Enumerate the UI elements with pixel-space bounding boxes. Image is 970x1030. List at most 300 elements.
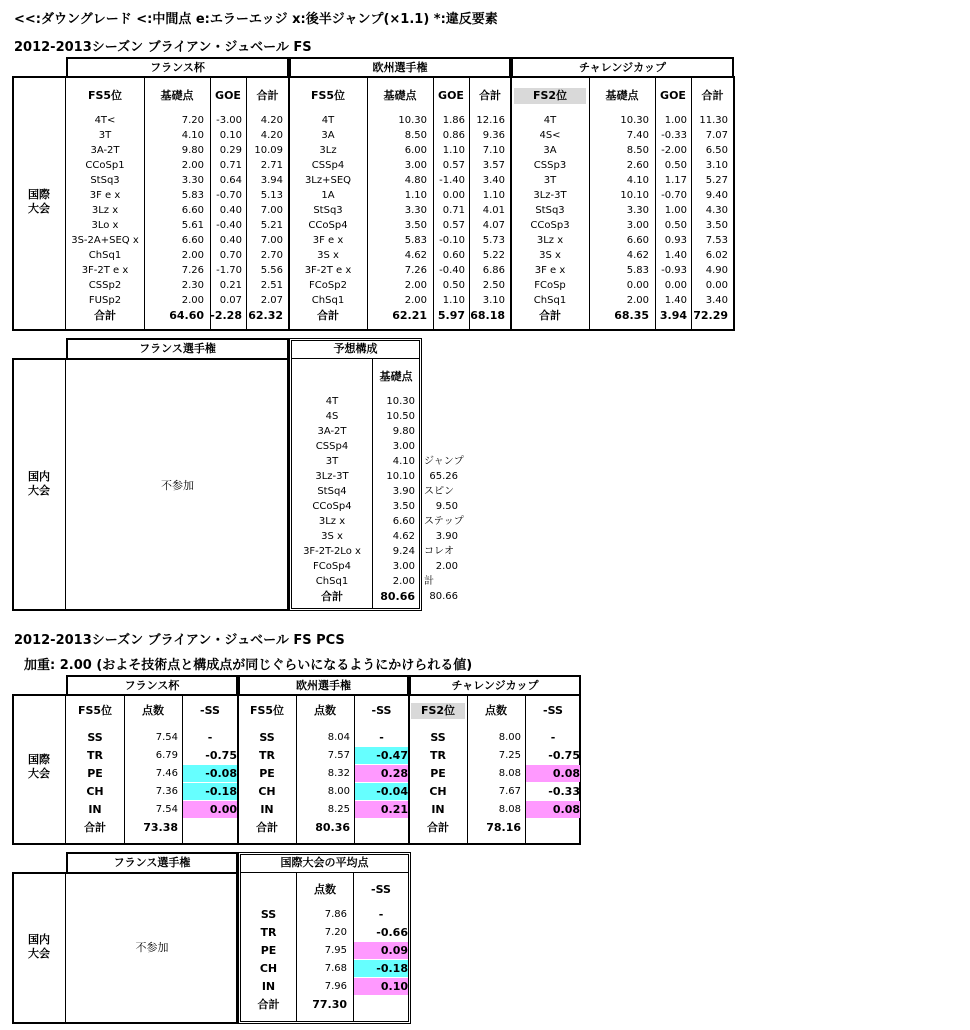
base-value: 9.80 (181, 145, 204, 156)
total-value: 6.86 (482, 265, 505, 276)
sum-goe: 5.97 (437, 309, 465, 322)
element-name: ChSq1 (311, 295, 345, 306)
base-value: 0.00 (626, 280, 649, 291)
component-name: SS (430, 731, 446, 744)
sum-value: 80.36 (315, 821, 350, 834)
rank-header: FS5位 (77, 704, 113, 717)
planned-header-line (292, 358, 419, 359)
element-name: CSSp3 (533, 160, 567, 171)
ss-header: -SS (371, 704, 392, 717)
ss-diff: -0.08 (183, 765, 237, 782)
base-header: 基礎点 (160, 89, 194, 102)
avg-header-line (241, 872, 408, 873)
total-value: 2.70 (260, 250, 283, 261)
score-value: 8.08 (498, 804, 521, 815)
ss-diff: 0.10 (354, 978, 408, 995)
component-name: SS (260, 908, 277, 921)
breakdown-label: ステップ (424, 516, 464, 527)
score-value: 7.96 (324, 981, 347, 992)
goe-value: 0.86 (442, 130, 465, 141)
goe-value: 0.50 (664, 220, 687, 231)
component-name: IN (261, 980, 276, 993)
base-value: 6.60 (181, 205, 204, 216)
element-name: 4S (325, 411, 339, 422)
base-header: 基礎点 (383, 89, 417, 102)
total-value: 3.40 (482, 175, 505, 186)
goe-value: 0.07 (219, 295, 242, 306)
base-value: 3.30 (181, 175, 204, 186)
component-name: IN (431, 803, 445, 816)
goe-value: -2.00 (661, 145, 687, 156)
element-name: 4T (543, 115, 557, 126)
score-value: 7.54 (155, 732, 178, 743)
base-value: 4.10 (181, 130, 204, 141)
breakdown-label: コレオ (424, 546, 454, 557)
breakdown-value: 2.00 (435, 561, 458, 572)
base-value: 5.83 (181, 190, 204, 201)
goe-value: -1.70 (216, 265, 242, 276)
base-value: 4.62 (392, 531, 415, 542)
goe-value: 1.86 (442, 115, 465, 126)
component-name: IN (260, 803, 274, 816)
goe-value: -0.70 (661, 190, 687, 201)
side-label-line: 大会 (28, 767, 50, 780)
total-value: 1.10 (482, 190, 505, 201)
sum-goe: -2.28 (210, 309, 242, 322)
goe-value: -0.93 (661, 265, 687, 276)
base-value: 7.26 (404, 265, 427, 276)
rank-header: FS5位 (87, 89, 123, 102)
goe-value: 1.40 (664, 295, 687, 306)
event-header: フランス杯 (66, 57, 289, 78)
score-value: 7.20 (324, 927, 347, 938)
weight-label: 加重: 2.00 (およそ技術点と構成点が同じぐらいになるようにかけられる値) (24, 658, 473, 673)
score-value: 8.04 (327, 732, 350, 743)
base-value: 6.60 (392, 516, 415, 527)
total-value: 2.07 (260, 295, 283, 306)
element-name: 4S< (539, 130, 561, 141)
rank-header: FS5位 (310, 89, 346, 102)
base-value: 9.24 (392, 546, 415, 557)
side-label-line: 大会 (28, 947, 50, 960)
breakdown-label: ジャンプ (424, 456, 464, 467)
score-header: 点数 (142, 704, 164, 717)
planned-base-header: 基礎点 (379, 370, 413, 383)
sum-label: 合計 (84, 821, 106, 834)
base-value: 2.00 (181, 250, 204, 261)
base-value: 2.00 (404, 295, 427, 306)
score-value: 8.00 (498, 732, 521, 743)
goe-value: 0.71 (219, 160, 242, 171)
component-name: SS (259, 731, 275, 744)
rank-header: FS5位 (249, 704, 285, 717)
score-value: 7.68 (324, 963, 347, 974)
component-name: TR (260, 926, 277, 939)
sum-total: 62.32 (248, 309, 283, 322)
total-value: 9.36 (482, 130, 505, 141)
element-name: CCoSp3 (530, 220, 570, 231)
sum-total: 72.29 (693, 309, 728, 322)
sum-goe: 3.94 (659, 309, 687, 322)
score-value: 8.25 (327, 804, 350, 815)
goe-value: 0.21 (219, 280, 242, 291)
status-text: 不参加 (161, 479, 194, 492)
element-name: 3F-2T e x (81, 265, 129, 276)
element-name: FCoSp4 (313, 561, 351, 572)
base-value: 9.80 (392, 426, 415, 437)
goe-value: 0.40 (219, 235, 242, 246)
breakdown-value: 3.90 (435, 531, 458, 542)
element-name: 3A (321, 130, 335, 141)
base-value: 6.60 (626, 235, 649, 246)
base-value: 3.00 (626, 220, 649, 231)
total-value: 9.40 (705, 190, 728, 201)
sum-label: 合計 (256, 821, 278, 834)
total-value: 7.07 (705, 130, 728, 141)
ss-diff: 0.28 (355, 765, 408, 782)
base-value: 2.00 (626, 295, 649, 306)
score-value: 6.79 (155, 750, 178, 761)
event-header: フランス選手権 (66, 852, 238, 873)
base-value: 2.00 (392, 576, 415, 587)
ss-diff: -0.18 (354, 960, 408, 977)
element-name: 3S x (317, 250, 339, 261)
rank-header: FS2位 (514, 88, 586, 104)
sum-label: 合計 (427, 821, 449, 834)
element-name: ChSq1 (533, 295, 567, 306)
score-header: 点数 (485, 704, 507, 717)
element-name: 3T (98, 130, 112, 141)
ss-header: -SS (543, 704, 563, 717)
sum-value: 73.38 (143, 821, 178, 834)
total-value: 7.53 (705, 235, 728, 246)
score-value: 8.08 (498, 768, 521, 779)
total-value: 5.22 (482, 250, 505, 261)
sum-base: 68.35 (614, 309, 649, 322)
total-value: 3.94 (260, 175, 283, 186)
total-value: 5.21 (260, 220, 283, 231)
component-name: IN (88, 803, 102, 816)
total-value: 4.20 (260, 130, 283, 141)
total-value: 5.27 (705, 175, 728, 186)
base-value: 5.61 (181, 220, 204, 231)
goe-value: 0.60 (442, 250, 465, 261)
goe-value: 1.00 (664, 205, 687, 216)
element-name: ChSq1 (88, 250, 122, 261)
component-name: CH (259, 962, 278, 975)
score-value: 8.32 (327, 768, 350, 779)
ss-diff: 0.21 (355, 801, 408, 818)
element-name: 3F e x (534, 265, 566, 276)
total-value: 11.30 (699, 115, 728, 126)
score-header: 点数 (314, 704, 336, 717)
sum-base: 62.21 (392, 309, 427, 322)
total-value: 2.51 (260, 280, 283, 291)
goe-value: 0.93 (664, 235, 687, 246)
ss-diff: -0.04 (355, 783, 408, 800)
element-name: 3A (543, 145, 557, 156)
score-value: 7.54 (155, 804, 178, 815)
total-value: 2.50 (482, 280, 505, 291)
ss-diff: - (207, 731, 213, 744)
base-value: 6.60 (181, 235, 204, 246)
score-value: 7.95 (324, 945, 347, 956)
base-value: 10.30 (386, 396, 415, 407)
element-name: CCoSp4 (308, 220, 348, 231)
legend-text: <<:ダウングレード <:中間点 e:エラーエッジ x:後半ジャンプ(×1.1) *:違反要素 (14, 12, 498, 27)
goe-value: -0.40 (439, 265, 465, 276)
ss-diff: - (550, 731, 556, 744)
planned-title: 予想構成 (333, 342, 378, 355)
component-name: CH (429, 785, 447, 798)
ss-diff: -0.18 (183, 783, 237, 800)
ss-diff: 0.08 (526, 801, 580, 818)
total-value: 3.57 (482, 160, 505, 171)
total-value: 7.00 (260, 235, 283, 246)
score-value: 7.86 (324, 909, 347, 920)
goe-value: 0.50 (442, 280, 465, 291)
ss-header: -SS (371, 883, 391, 896)
fs-title: 2012-2013シーズン ブライアン・ジュベール FS (14, 40, 312, 55)
goe-value: -0.40 (216, 220, 242, 231)
element-name: StSq4 (317, 486, 347, 497)
element-name: 3A-2T (90, 145, 120, 156)
element-name: 3F-2T-2Lo x (303, 546, 361, 557)
element-name: CSSp4 (315, 441, 349, 452)
element-name: StSq3 (313, 205, 343, 216)
side-label-line: 国内 (28, 933, 50, 946)
sum-base: 80.66 (380, 590, 415, 603)
element-name: 3T (325, 456, 339, 467)
total-value: 3.10 (482, 295, 505, 306)
goe-value: 1.40 (664, 250, 687, 261)
sum-label: 合計 (317, 309, 339, 322)
side-label-line: 大会 (28, 202, 50, 215)
goe-value: 1.10 (442, 145, 465, 156)
ss-header: -SS (200, 704, 220, 717)
side-label-dom (14, 470, 64, 498)
base-value: 7.20 (181, 115, 204, 126)
total-header: 合計 (256, 89, 279, 102)
avg-title: 国際大会の平均点 (280, 856, 369, 869)
element-name: 3Lz-3T (533, 190, 567, 201)
breakdown-value: 65.26 (429, 471, 458, 482)
base-value: 7.26 (181, 265, 204, 276)
total-value: 6.50 (705, 145, 728, 156)
total-value: 5.13 (260, 190, 283, 201)
element-name: 3Lz+SEQ (304, 175, 352, 186)
sum-total: 68.18 (470, 309, 505, 322)
total-value: 6.02 (705, 250, 728, 261)
component-name: TR (430, 749, 446, 762)
rank-header: FS2位 (411, 703, 465, 719)
base-value: 10.30 (620, 115, 649, 126)
event-header: フランス選手権 (66, 338, 289, 359)
element-name: 3S-2A+SEQ x (71, 235, 139, 246)
score-value: 7.25 (498, 750, 521, 761)
goe-header: GOE (660, 89, 686, 102)
element-name: 4T< (94, 115, 116, 126)
base-value: 3.50 (392, 501, 415, 512)
side-label-intl (14, 753, 64, 781)
base-value: 10.10 (620, 190, 649, 201)
goe-value: 0.29 (219, 145, 242, 156)
element-name: 3Lz x (91, 205, 119, 216)
total-header: 合計 (479, 89, 501, 102)
breakdown-label: スピン (424, 486, 454, 497)
total-value: 4.01 (482, 205, 505, 216)
total-value: 3.40 (705, 295, 728, 306)
ss-diff: -0.66 (376, 926, 408, 939)
total-header: 合計 (701, 89, 724, 102)
base-value: 7.40 (626, 130, 649, 141)
goe-value: 0.50 (664, 160, 687, 171)
goe-value: 0.00 (664, 280, 687, 291)
score-value: 7.46 (155, 768, 178, 779)
status-text: 不参加 (135, 941, 169, 954)
goe-value: -0.10 (439, 235, 465, 246)
ss-diff: - (378, 908, 384, 921)
sum-label: 合計 (257, 998, 280, 1011)
element-name: CSSp4 (311, 160, 345, 171)
ss-diff: - (379, 731, 384, 744)
total-value: 3.10 (705, 160, 728, 171)
element-name: 3F e x (312, 235, 344, 246)
side-label-dom (14, 933, 64, 961)
base-value: 4.80 (404, 175, 427, 186)
element-name: 1A (321, 190, 335, 201)
sum-value: 77.30 (312, 998, 347, 1011)
total-value: 0.00 (705, 280, 728, 291)
component-name: PE (259, 767, 275, 780)
element-name: 3Lz (319, 145, 337, 156)
goe-value: 0.40 (219, 205, 242, 216)
sum-label: 合計 (321, 590, 343, 603)
total-value: 2.71 (260, 160, 283, 171)
base-value: 10.50 (386, 411, 415, 422)
component-name: TR (87, 749, 103, 762)
element-name: FCoSp2 (309, 280, 347, 291)
goe-value: 1.00 (664, 115, 687, 126)
goe-value: 0.64 (219, 175, 242, 186)
base-value: 4.62 (404, 250, 427, 261)
element-name: 3Lo x (91, 220, 119, 231)
goe-header: GOE (438, 89, 464, 102)
element-name: 3Lz x (318, 516, 346, 527)
component-name: CH (86, 785, 104, 798)
base-value: 4.10 (626, 175, 649, 186)
side-label-line: 国際 (28, 188, 50, 201)
goe-value: 0.70 (219, 250, 242, 261)
goe-header: GOE (215, 89, 241, 102)
base-header: 基礎点 (605, 89, 639, 102)
total-value: 4.07 (482, 220, 505, 231)
base-value: 3.00 (392, 561, 415, 572)
base-value: 3.00 (392, 441, 415, 452)
total-value: 7.00 (260, 205, 283, 216)
side-label-line: 国内 (28, 470, 50, 483)
element-name: 4T (325, 396, 339, 407)
goe-value: -0.33 (661, 130, 687, 141)
goe-value: 0.57 (442, 220, 465, 231)
base-value: 2.00 (404, 280, 427, 291)
ss-diff: -0.47 (355, 747, 408, 764)
ss-diff: 0.00 (183, 801, 237, 818)
sum-label: 合計 (94, 309, 116, 322)
element-name: 3S x (321, 531, 343, 542)
breakdown-value: 9.50 (435, 501, 458, 512)
base-value: 5.83 (404, 235, 427, 246)
base-value: 2.30 (181, 280, 204, 291)
sum-base: 64.60 (169, 309, 204, 322)
base-value: 3.30 (404, 205, 427, 216)
base-value: 3.30 (626, 205, 649, 216)
component-name: PE (430, 767, 446, 780)
element-name: 3T (543, 175, 557, 186)
element-name: 3A-2T (317, 426, 347, 437)
element-name: CSSp2 (88, 280, 122, 291)
sum-value: 78.16 (486, 821, 521, 834)
total-value: 10.09 (254, 145, 283, 156)
base-value: 1.10 (404, 190, 427, 201)
score-value: 7.67 (498, 786, 521, 797)
total-value: 4.90 (705, 265, 728, 276)
goe-value: 1.10 (442, 295, 465, 306)
element-name: StSq3 (90, 175, 120, 186)
score-value: 8.00 (327, 786, 350, 797)
component-name: CH (258, 785, 276, 798)
element-name: 3F-2T e x (304, 265, 352, 276)
total-value: 5.73 (482, 235, 505, 246)
base-value: 4.62 (626, 250, 649, 261)
event-header: チャレンジカップ (511, 57, 734, 78)
total-value: 4.30 (705, 205, 728, 216)
event-header: 欧州選手権 (289, 57, 511, 78)
base-value: 10.30 (398, 115, 427, 126)
total-value: 7.10 (482, 145, 505, 156)
element-name: 3Lz-3T (315, 471, 349, 482)
base-value: 2.00 (181, 160, 204, 171)
component-name: PE (87, 767, 103, 780)
goe-value: 0.57 (442, 160, 465, 171)
side-label-line: 国際 (28, 753, 50, 766)
element-name: 3F e x (89, 190, 121, 201)
base-value: 6.00 (404, 145, 427, 156)
component-name: TR (259, 749, 275, 762)
element-name: StSq3 (535, 205, 565, 216)
score-value: 7.57 (327, 750, 350, 761)
total-value: 5.56 (260, 265, 283, 276)
base-value: 4.10 (392, 456, 415, 467)
ss-diff: -0.75 (205, 749, 237, 762)
base-value: 8.50 (626, 145, 649, 156)
element-name: CCoSp4 (312, 501, 352, 512)
element-name: 4T (321, 115, 335, 126)
element-name: FUSp2 (88, 295, 122, 306)
side-label-line: 大会 (28, 484, 50, 497)
event-header: 欧州選手権 (238, 675, 409, 696)
ss-diff: 0.08 (526, 765, 580, 782)
pcs-title: 2012-2013シーズン ブライアン・ジュベール FS PCS (14, 633, 345, 648)
goe-value: 0.00 (442, 190, 465, 201)
event-header: チャレンジカップ (409, 675, 581, 696)
base-value: 2.60 (626, 160, 649, 171)
ss-diff: -0.75 (548, 749, 580, 762)
element-name: 3S x (539, 250, 561, 261)
element-name: FCoSp (534, 280, 566, 291)
total-value: 12.16 (476, 115, 505, 126)
goe-value: -3.00 (216, 115, 242, 126)
